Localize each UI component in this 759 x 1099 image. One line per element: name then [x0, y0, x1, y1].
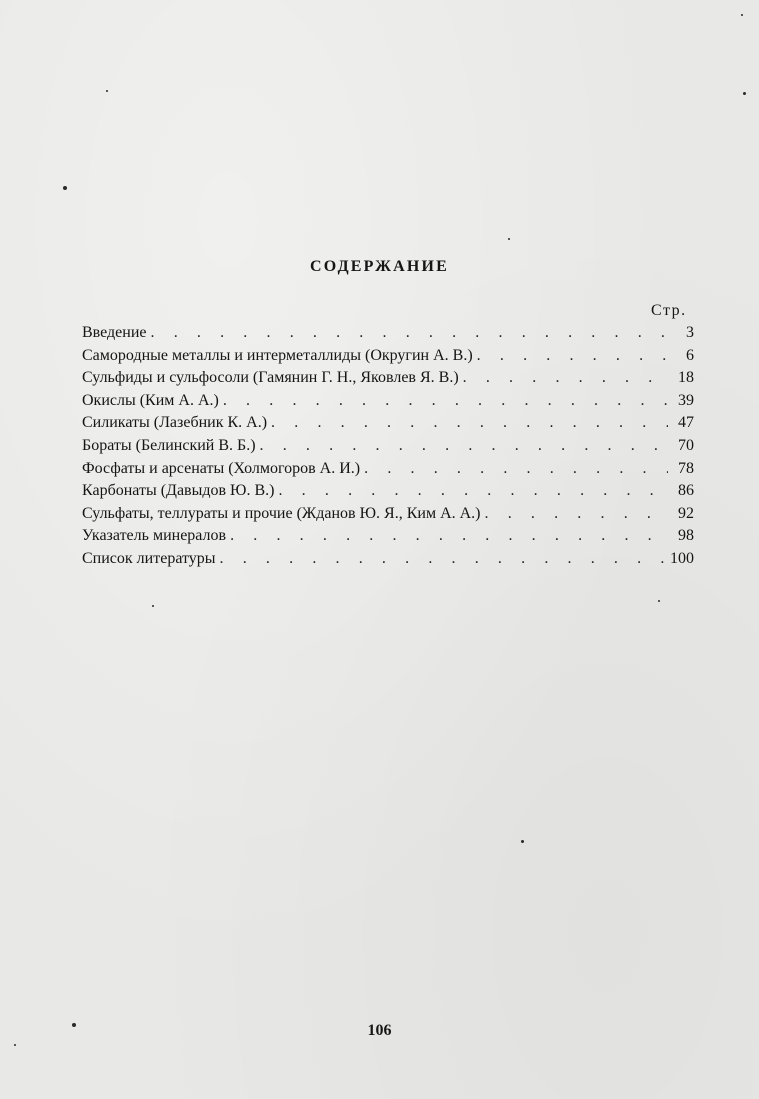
dot-leader	[278, 480, 668, 503]
toc-entry-carbonates[interactable]	[82, 480, 694, 503]
toc-entry-borates[interactable]	[82, 435, 694, 458]
toc-entry-title: Бораты (Белинский В. Б.)	[82, 436, 256, 454]
toc-entry-introduction[interactable]	[82, 322, 694, 345]
paper-speck	[508, 238, 510, 240]
toc-entry-title: Введение	[82, 324, 147, 341]
dot-leader	[260, 435, 668, 458]
paper-speck	[743, 92, 746, 95]
toc-entry-page: 92	[678, 504, 694, 522]
toc-entry-phosphates[interactable]	[82, 458, 694, 481]
paper-speck	[521, 840, 524, 843]
toc-entry-title: Самородные металлы и интерметаллиды (Округин А. В.)	[82, 346, 473, 364]
paper-speck	[14, 1044, 16, 1046]
dot-leader	[223, 390, 668, 413]
dot-leader	[463, 367, 668, 390]
contents-heading: СОДЕРЖАНИЕ	[309, 258, 450, 275]
toc-entry-title: Окислы (Ким А. А.)	[82, 391, 219, 409]
toc-entry-page: 98	[678, 527, 694, 545]
dot-leader	[485, 503, 669, 526]
dot-leader	[271, 412, 668, 435]
toc-entry-page: 18	[678, 369, 694, 387]
paper-speck	[658, 600, 660, 602]
toc-entry-page: 100	[670, 549, 694, 567]
paper-speck	[741, 14, 743, 16]
toc-entry-page: 39	[678, 391, 694, 409]
toc-entry-title: Указатель минералов	[82, 527, 227, 545]
toc-entry-title: Силикаты (Лазебник К. А.)	[82, 414, 268, 432]
dot-leader	[151, 322, 669, 345]
toc-entry-page: 86	[678, 482, 694, 500]
toc-entry-sulfides[interactable]	[82, 367, 694, 390]
toc-entry-sulfates[interactable]	[82, 503, 694, 526]
toc-entry-page: 70	[678, 436, 694, 454]
toc-entry-native-metals[interactable]	[82, 345, 694, 368]
toc-entry-title: Сульфаты, теллураты и прочие (Жданов Ю. Я., Ким А. А.)	[82, 504, 481, 522]
page-column-label: Стр.	[651, 302, 687, 319]
dot-leader	[477, 345, 668, 368]
dot-leader	[220, 548, 666, 571]
toc-entry-page: 6	[686, 346, 694, 364]
table-of-contents	[82, 322, 694, 571]
toc-entry-mineral-index[interactable]	[82, 525, 694, 548]
toc-entry-page: 47	[678, 414, 694, 432]
toc-entry-title: Фосфаты и арсенаты (Холмогоров А. И.)	[82, 459, 361, 477]
toc-entry-title: Карбонаты (Давыдов Ю. В.)	[82, 482, 275, 500]
paper-speck	[152, 605, 154, 607]
paper-speck	[63, 186, 67, 190]
dot-leader	[364, 458, 668, 481]
toc-entry-page: 3	[686, 324, 694, 341]
toc-entry-title: Список литературы	[82, 549, 216, 567]
toc-entry-title: Сульфиды и сульфосоли (Гамянин Г. Н., Яковлев Я. В.)	[82, 369, 459, 387]
paper-speck	[106, 90, 108, 92]
toc-entry-oxides[interactable]	[82, 390, 694, 413]
toc-entry-page: 78	[678, 459, 694, 477]
toc-entry-silicates[interactable]	[82, 412, 694, 435]
toc-entry-references[interactable]	[82, 548, 694, 571]
page-number: 106	[367, 1022, 392, 1039]
dot-leader	[230, 525, 668, 548]
